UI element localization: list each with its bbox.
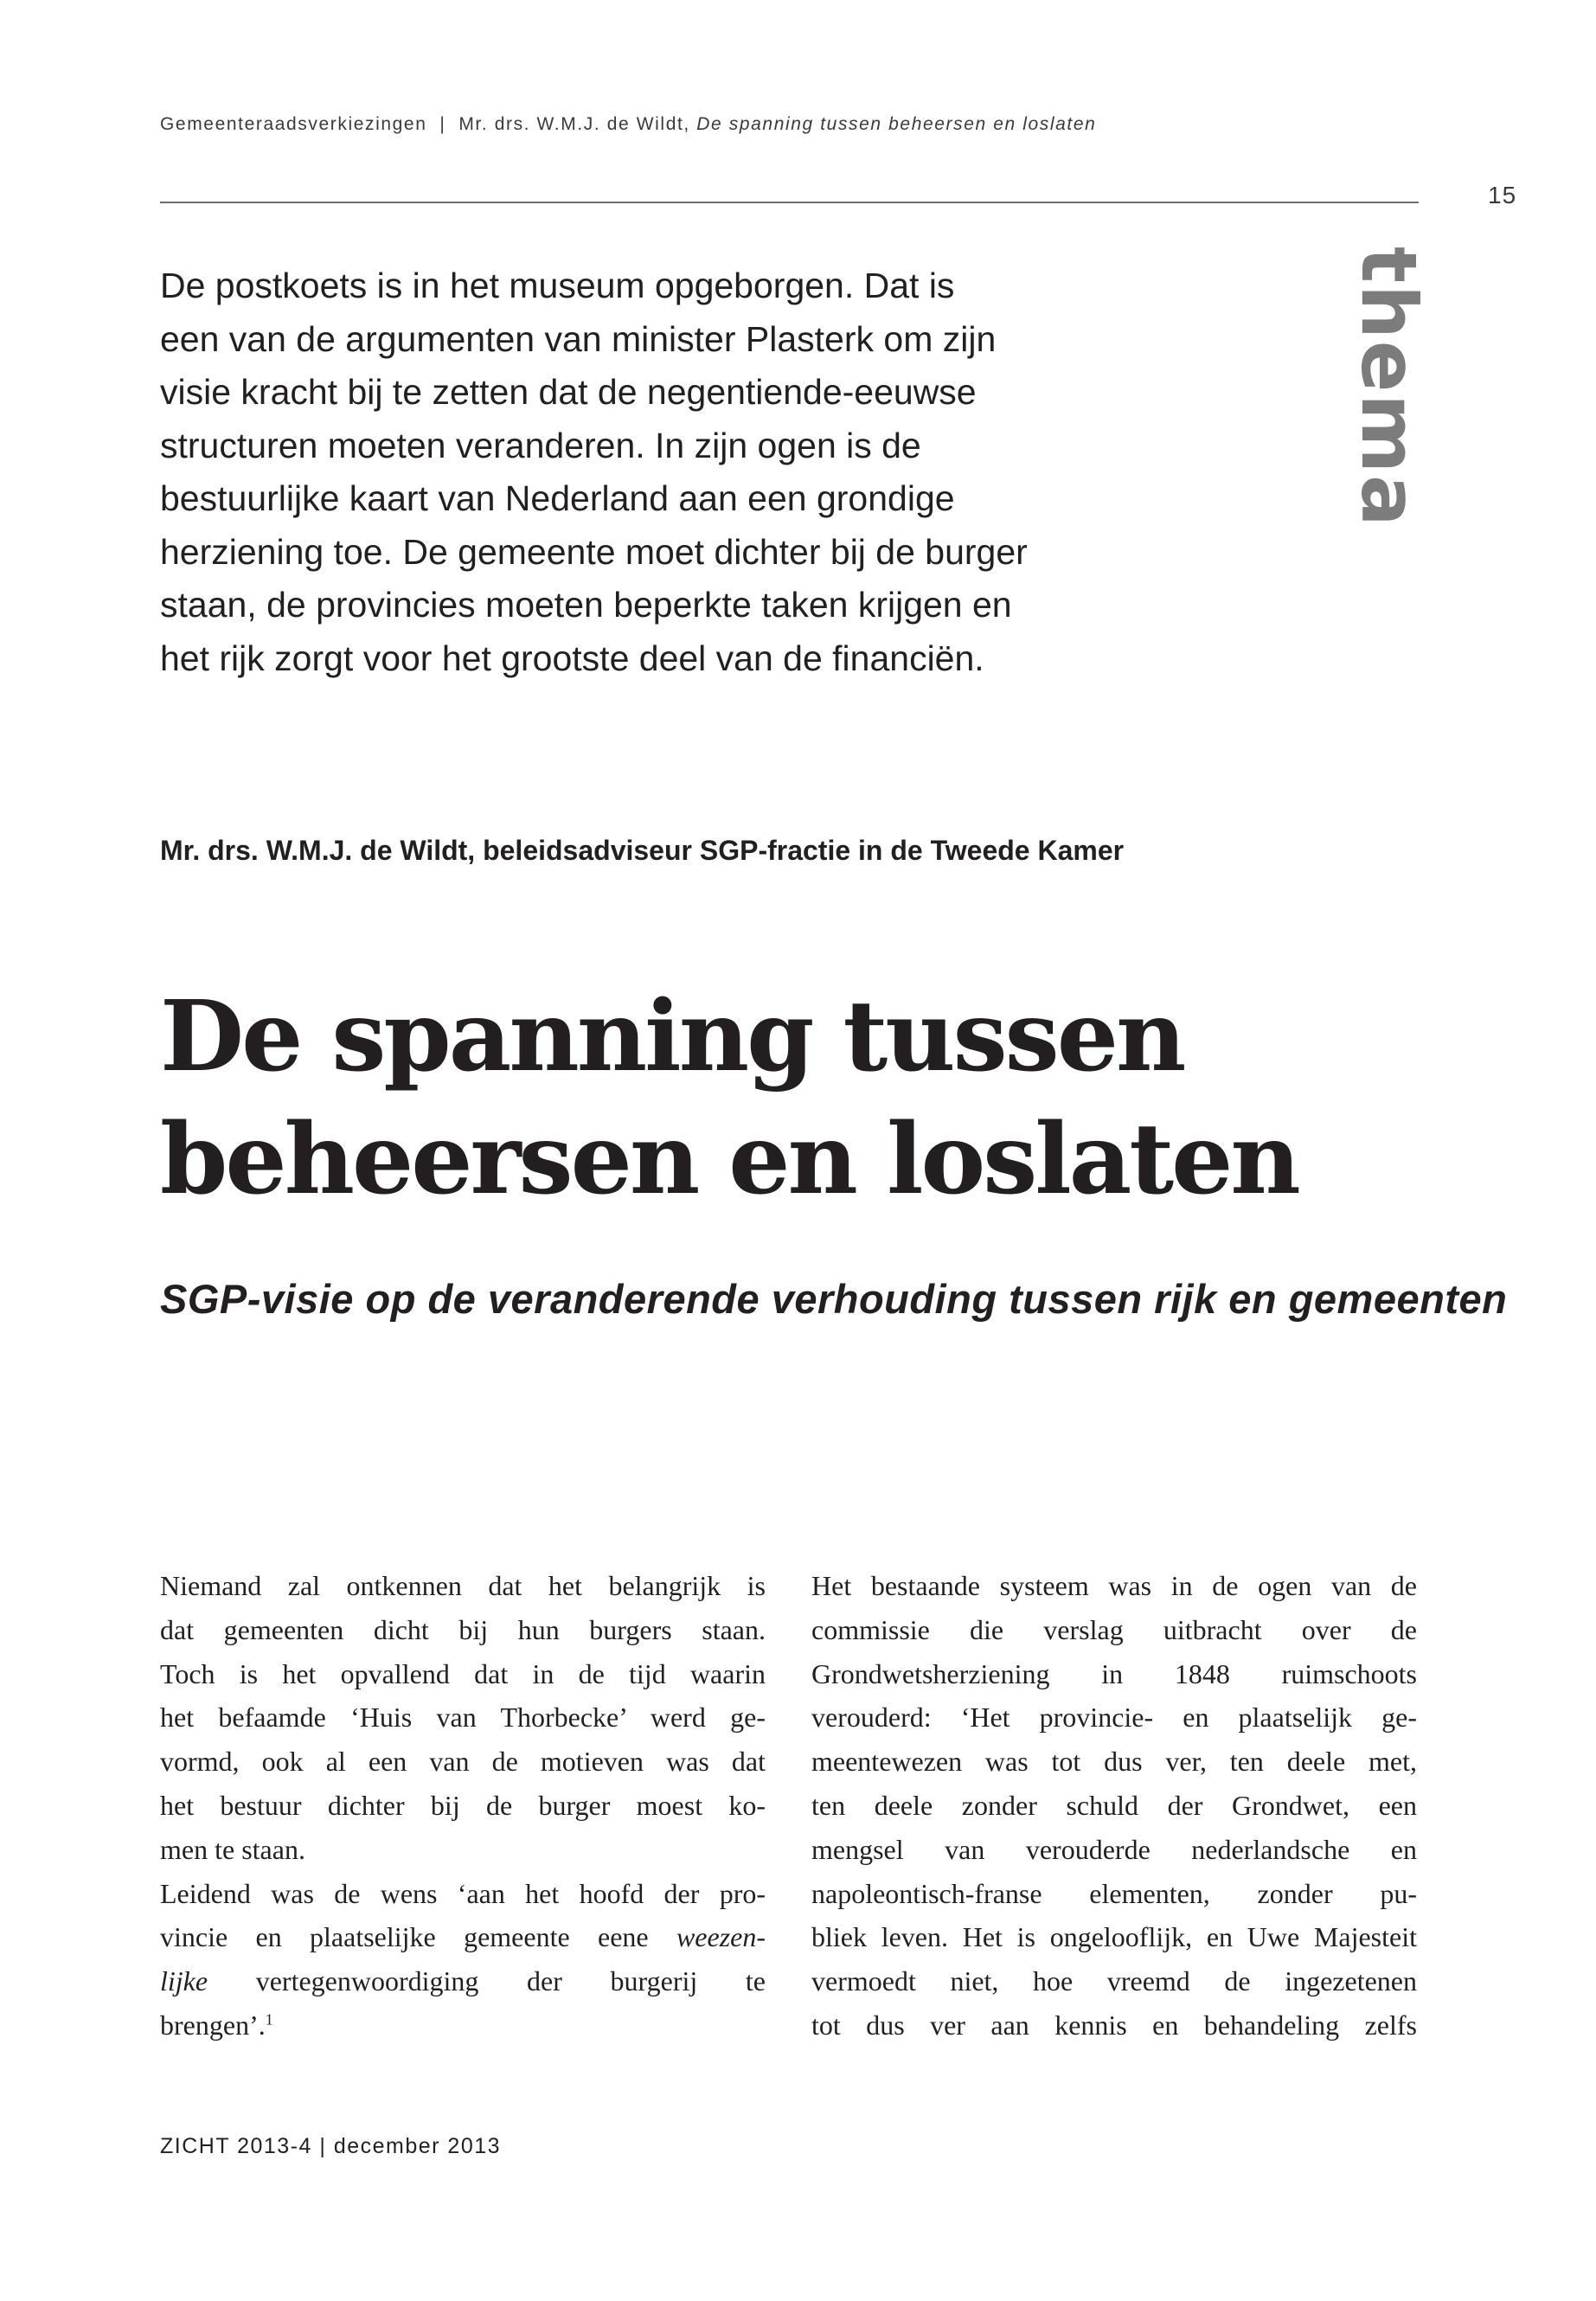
italic-term: lijke xyxy=(160,1965,208,1997)
body-line: verouderd: ‘Het provincie- en plaatselijk ge- xyxy=(811,1702,1417,1734)
body-column-right xyxy=(811,1564,1417,2048)
body-line-with-italic xyxy=(160,1915,766,1959)
body-line: commissie die verslag uitbracht over de xyxy=(811,1613,1417,1645)
author-byline: Mr. drs. W.M.J. de Wildt, beleidsadviseur SGP-fractie in de Tweede Kamer xyxy=(160,835,1125,866)
body-line: dat gemeenten dicht bij hun burgers staan. xyxy=(160,1613,766,1645)
side-label-thema: thema xyxy=(1344,247,1433,529)
article-title xyxy=(160,976,1298,1221)
body-line: men te staan. xyxy=(160,1833,305,1865)
body-line: Grondwetsherziening in 1848 ruimschoots xyxy=(811,1657,1417,1689)
body-line: vormd, ook al een van de motieven was dat xyxy=(160,1746,766,1778)
body-line: mengsel van verouderde nederlandsche en xyxy=(811,1833,1417,1865)
article-title-line-1: De spanning tussen xyxy=(160,980,1184,1093)
page-footer: ZICHT 2013-4 | december 2013 xyxy=(160,2134,502,2158)
intro-line: een van de argumenten van minister Plasterk om zijn xyxy=(160,318,997,359)
body-line: Niemand zal ontkennen dat het belangrijk is xyxy=(160,1570,766,1601)
header-separator: | xyxy=(439,114,446,134)
body-text-segment: vertegenwoordiging der burgerij te xyxy=(255,1965,766,1997)
body-line: meentewezen was tot dus ver, ten deele met, xyxy=(811,1746,1417,1778)
body-line: bliek leven. Het is ongelooflijk, en Uwe Majesteit xyxy=(811,1921,1417,1953)
intro-line: herziening toe. De gemeente moet dichter bij de burger xyxy=(160,531,1028,572)
intro-line: visie kracht bij te zetten dat de negentiende-eeuwse xyxy=(160,372,977,412)
intro-line: De postkoets is in het museum opgeborgen. Dat is xyxy=(160,266,955,305)
body-text-segment: brengen’. xyxy=(160,2009,266,2041)
body-line: het bestuur dichter bij de burger moest ko- xyxy=(160,1789,766,1821)
body-line: ten deele zonder schuld der Grondwet, een xyxy=(811,1789,1417,1821)
header-section: Gemeenteraadsverkiezingen xyxy=(160,114,427,134)
body-line: vermoedt niet, hoe vreemd de ingezetenen xyxy=(811,1965,1417,1997)
intro-line: het rijk zorgt voor het grootste deel van de financiën. xyxy=(160,638,984,678)
body-line: napoleontisch-franse elementen, zonder pu- xyxy=(811,1877,1417,1909)
intro-line: bestuurlijke kaart van Nederland aan een grondige xyxy=(160,478,955,518)
running-header xyxy=(160,114,1096,135)
intro-paragraph xyxy=(160,260,1138,685)
body-column-left xyxy=(160,1564,766,2048)
article-title-line-2: beheersen en loslaten xyxy=(160,1103,1298,1216)
body-text-segment: vincie en plaatselijke gemeente eene xyxy=(160,1921,649,1953)
body-line xyxy=(160,2003,766,2048)
body-line: Het bestaande systeem was in de ogen van de xyxy=(811,1570,1417,1601)
body-line: Toch is het opvallend dat in de tijd waarin xyxy=(160,1657,766,1689)
header-article-title: De spanning tussen beheersen en loslaten xyxy=(696,114,1097,134)
body-line: het befaamde ‘Huis van Thorbecke’ werd ge- xyxy=(160,1702,766,1734)
page-number: 15 xyxy=(1488,182,1517,208)
intro-line: staan, de provincies moeten beperkte taken krijgen en xyxy=(160,585,1012,625)
article-subtitle: SGP-visie op de veranderende verhouding tussen rijk en gemeenten xyxy=(160,1276,1508,1322)
header-rule xyxy=(160,202,1419,203)
body-line-with-italic xyxy=(160,1959,766,2003)
italic-term: weezen- xyxy=(676,1921,766,1953)
header-author: Mr. drs. W.M.J. de Wildt, xyxy=(458,114,690,134)
body-line: Leidend was de wens ‘aan het hoofd der pro- xyxy=(160,1877,766,1909)
intro-line: structuren moeten veranderen. In zijn ogen is de xyxy=(160,425,921,465)
body-line: tot dus ver aan kennis en behandeling zelfs xyxy=(811,2009,1417,2041)
footnote-reference[interactable]: 1 xyxy=(265,2010,273,2029)
